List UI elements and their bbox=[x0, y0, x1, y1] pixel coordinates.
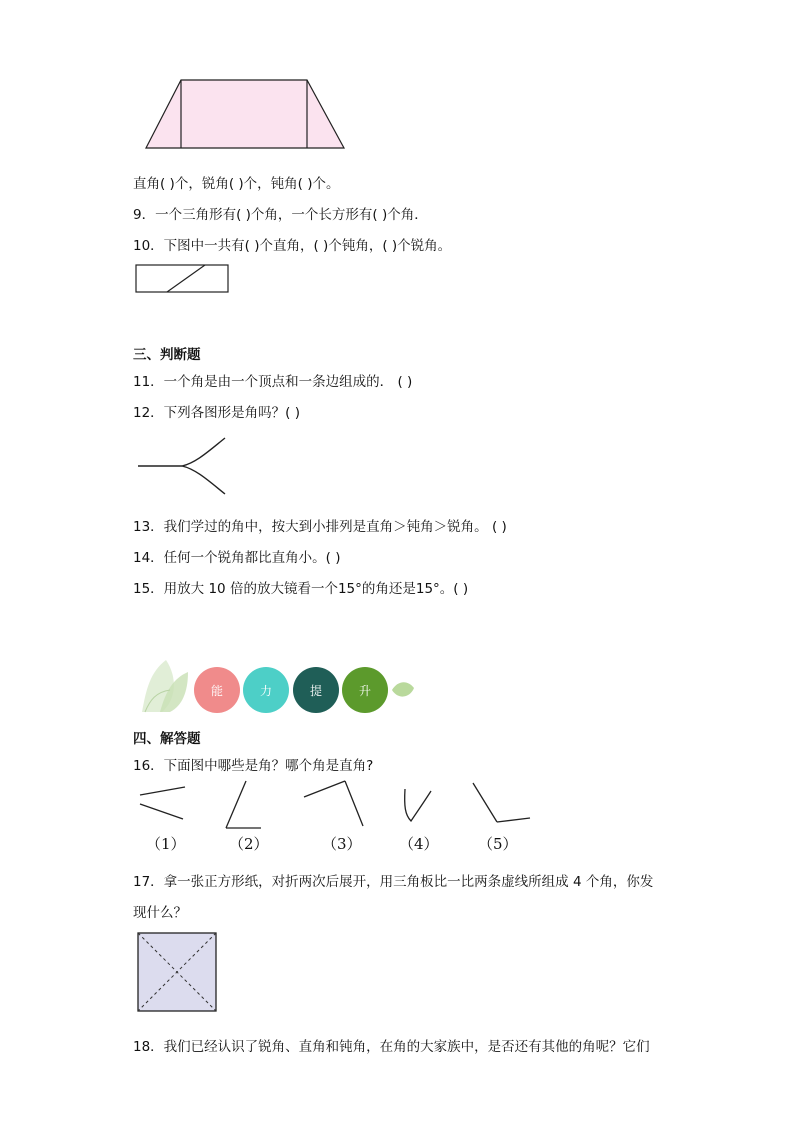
question-9: 9．一个三角形有( )个角，一个长方形有( )个角． bbox=[133, 207, 428, 223]
banner-badge-4 bbox=[342, 667, 388, 713]
section-4-title: 四、解答题 bbox=[133, 731, 201, 747]
question-18-line-1: 18．我们已经认识了锐角、直角和钝角，在角的大家族中，是否还有其他的角呢？它们 bbox=[133, 1039, 650, 1055]
banner-badge-label: 升 bbox=[358, 683, 371, 698]
question-13: 13．我们学过的角中，按大到小排列是直角＞钝角＞锐角。 ( ) bbox=[133, 519, 507, 535]
angle-caption-1: （1） bbox=[146, 835, 186, 853]
angle-caption-2: （2） bbox=[229, 835, 269, 853]
angle-caption-4: （4） bbox=[399, 835, 439, 853]
question-11: 11．一个角是由一个顶点和一条边组成的． ( ) bbox=[133, 374, 413, 390]
banner-badge-label: 能 bbox=[210, 683, 223, 698]
angle-caption-5: （5） bbox=[478, 835, 518, 853]
banner-badge-2 bbox=[243, 667, 289, 713]
q8-answer-line: 直角( )个，锐角( )个，钝角( )个。 bbox=[133, 176, 340, 192]
question-10: 10．下图中一共有( )个直角，( )个钝角，( )个锐角。 bbox=[133, 238, 452, 254]
banner-badge-3 bbox=[293, 667, 339, 713]
question-12: 12．下列各图形是角吗？( ) bbox=[133, 405, 301, 421]
section-3-title: 三、判断题 bbox=[133, 347, 201, 363]
question-14: 14．任何一个锐角都比直角小。( ) bbox=[133, 550, 341, 566]
banner-badge-label: 力 bbox=[259, 683, 272, 698]
question-17-line-1: 17．拿一张正方形纸，对折两次后展开，用三角板比一比两条虚线所组成 4 个角，你发 bbox=[133, 874, 654, 890]
banner-badge-label: 提 bbox=[309, 683, 322, 698]
question-15: 15．用放大 10 倍的放大镜看一个15°的角还是15°。( ) bbox=[133, 581, 469, 597]
angle-caption-3: （3） bbox=[322, 835, 362, 853]
banner-badge-1 bbox=[194, 667, 240, 713]
question-17-line-2: 现什么？ bbox=[133, 905, 187, 921]
question-16: 16．下面图中哪些是角？哪个角是直角? bbox=[133, 758, 374, 774]
